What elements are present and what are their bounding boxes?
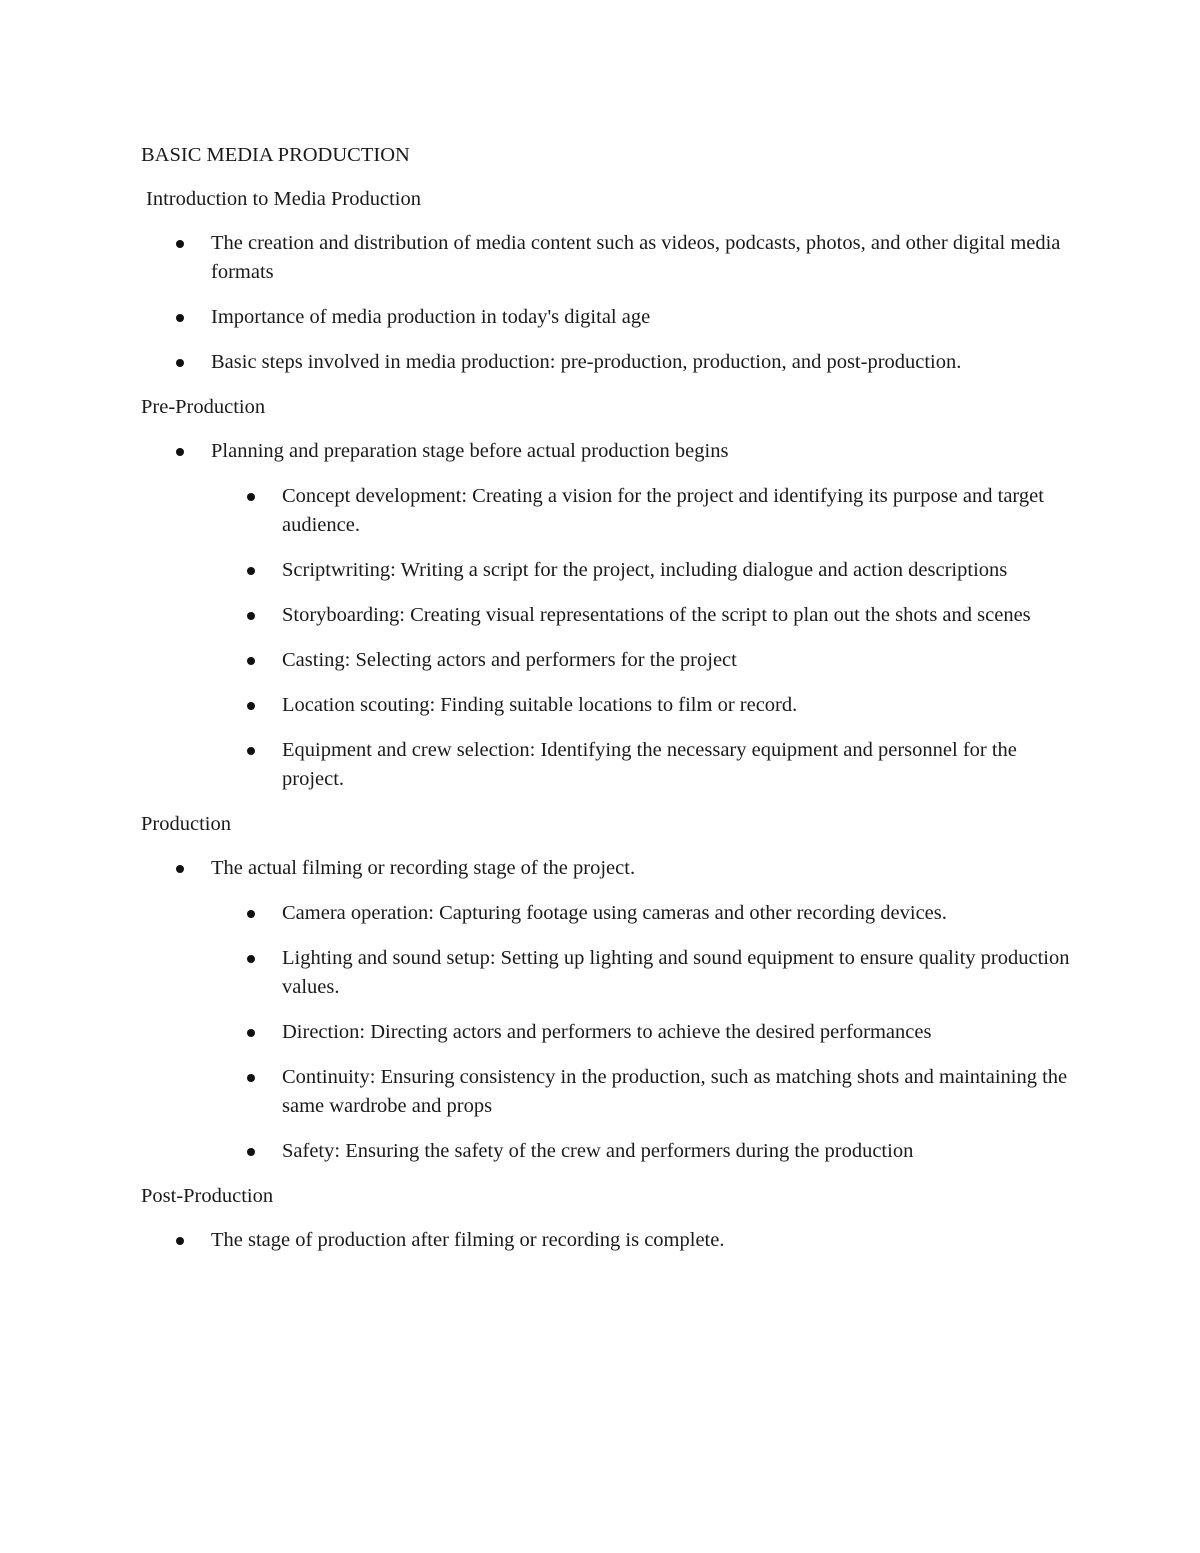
production-heading: Production <box>141 813 231 835</box>
sub-list-item <box>211 736 1071 794</box>
bullet-icon <box>247 747 255 755</box>
sub-list-item-text: Direction: Directing actors and performers to achieve the desired performances <box>282 1021 932 1043</box>
sub-list-item-text: Storyboarding: Creating visual representations of the script to plan out the shots and scenes <box>282 604 1031 626</box>
sub-list-item <box>211 601 1071 630</box>
sub-list-item <box>211 482 1071 540</box>
sub-list-item <box>211 1063 1071 1121</box>
sub-list-item <box>211 691 1071 720</box>
production-sublist <box>211 899 1071 1166</box>
bullet-icon <box>247 910 255 918</box>
list-item-text: The stage of production after filming or recording is complete. <box>211 1229 725 1251</box>
bullet-icon <box>176 448 184 456</box>
list-item <box>141 229 1071 287</box>
sub-list-item <box>211 556 1071 585</box>
post-production-heading: Post-Production <box>141 1185 274 1207</box>
sub-list-item-text: Scriptwriting: Writing a script for the project, including dialogue and action descriptions <box>282 559 1008 581</box>
intro-heading: Introduction to Media Production <box>146 188 421 210</box>
list-item-text: Basic steps involved in media production: pre-production, production, and post-production. <box>211 351 962 373</box>
intro-list <box>141 229 1071 377</box>
list-item-text: The creation and distribution of media content such as videos, podcasts, photos, and other digital media formats <box>211 232 1061 283</box>
bullet-icon <box>247 1148 255 1156</box>
list-item <box>141 1226 1071 1255</box>
sub-list-item-text: Lighting and sound setup: Setting up lighting and sound equipment to ensure quality production values. <box>282 947 1070 998</box>
sub-list-item-text: Safety: Ensuring the safety of the crew and performers during the production <box>282 1140 914 1162</box>
sub-list-item-text: Continuity: Ensuring consistency in the production, such as matching shots and maintaining the same wardrobe and props <box>282 1066 1068 1117</box>
bullet-icon <box>247 612 255 620</box>
list-item <box>141 854 1071 1166</box>
sub-list-item-text: Location scouting: Finding suitable locations to film or record. <box>282 694 798 716</box>
pre-production-heading: Pre-Production <box>141 396 266 418</box>
sub-list-item <box>211 646 1071 675</box>
sub-list-item <box>211 944 1071 1002</box>
list-item <box>141 348 1071 377</box>
list-item-text: The actual filming or recording stage of the project. <box>211 857 636 879</box>
bullet-icon <box>176 359 184 367</box>
list-item <box>141 437 1071 794</box>
bullet-icon <box>176 1237 184 1245</box>
sub-list-item-text: Concept development: Creating a vision for the project and identifying its purpose and target audience. <box>282 485 1044 536</box>
list-item-text: Planning and preparation stage before actual production begins <box>211 440 729 462</box>
post-production-list <box>141 1226 1071 1255</box>
bullet-icon <box>247 493 255 501</box>
bullet-icon <box>176 314 184 322</box>
production-list <box>141 854 1071 1166</box>
sub-list-item-text: Equipment and crew selection: Identifying the necessary equipment and personnel for the project. <box>282 739 1017 790</box>
bullet-icon <box>247 1074 255 1082</box>
bullet-icon <box>247 657 255 665</box>
pre-production-list <box>141 437 1071 794</box>
sub-list-item <box>211 899 1071 928</box>
sub-list-item <box>211 1137 1071 1166</box>
bullet-icon <box>247 702 255 710</box>
bullet-icon <box>247 1029 255 1037</box>
bullet-icon <box>176 240 184 248</box>
bullet-icon <box>247 955 255 963</box>
sub-list-item <box>211 1018 1071 1047</box>
list-item-text: Importance of media production in today's digital age <box>211 306 651 328</box>
list-item <box>141 303 1071 332</box>
document-title: BASIC MEDIA PRODUCTION <box>141 144 410 166</box>
sub-list-item-text: Casting: Selecting actors and performers for the project <box>282 649 737 671</box>
document-body <box>141 141 1071 1271</box>
bullet-icon <box>247 567 255 575</box>
pre-production-sublist <box>211 482 1071 794</box>
bullet-icon <box>176 865 184 873</box>
sub-list-item-text: Camera operation: Capturing footage using cameras and other recording devices. <box>282 902 947 924</box>
